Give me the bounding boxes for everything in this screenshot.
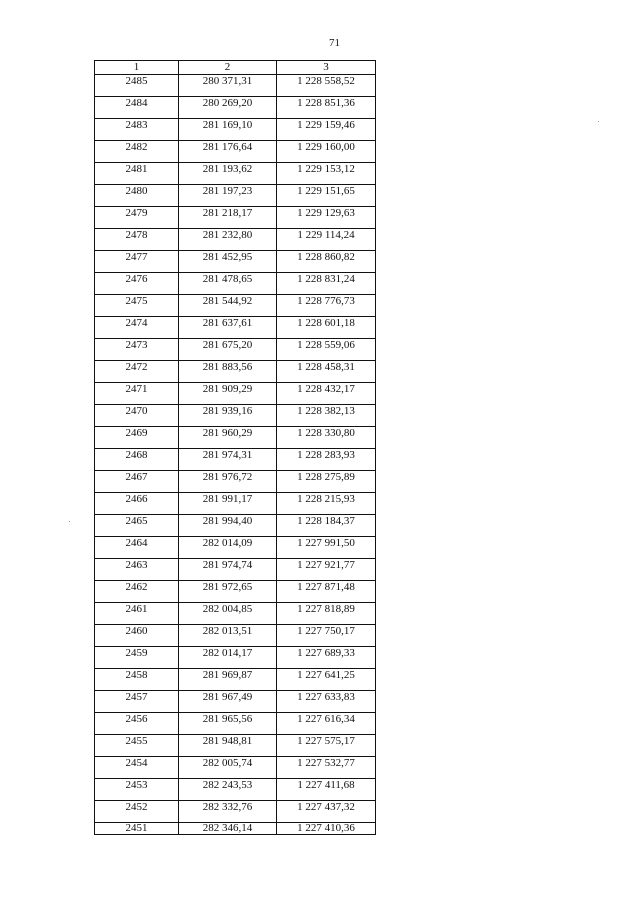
- table-row: [95, 295, 376, 317]
- table-row: [95, 251, 376, 273]
- x-coordinate-cell: 281 218,17: [179, 207, 277, 229]
- point-number-cell: 2451: [95, 823, 179, 835]
- y-coordinate-cell: 1 227 411,68: [277, 779, 376, 801]
- x-coordinate-cell: 281 909,29: [179, 383, 277, 405]
- x-coordinate-cell: 281 967,49: [179, 691, 277, 713]
- point-number-cell: 2480: [95, 185, 179, 207]
- x-coordinate-cell: 281 939,16: [179, 405, 277, 427]
- x-coordinate-cell: 282 004,85: [179, 603, 277, 625]
- table-row: [95, 779, 376, 801]
- x-coordinate-cell: 281 478,65: [179, 273, 277, 295]
- y-coordinate-cell: 1 227 616,34: [277, 713, 376, 735]
- y-coordinate-cell: 1 227 532,77: [277, 757, 376, 779]
- table-row: [95, 383, 376, 405]
- point-number-cell: 2474: [95, 317, 179, 339]
- y-coordinate-cell: 1 229 159,46: [277, 119, 376, 141]
- y-coordinate-cell: 1 228 776,73: [277, 295, 376, 317]
- table-row: [95, 603, 376, 625]
- point-number-cell: 2467: [95, 471, 179, 493]
- x-coordinate-cell: 281 948,81: [179, 735, 277, 757]
- table-row: [95, 75, 376, 97]
- table-row: [95, 339, 376, 361]
- table-row: [95, 647, 376, 669]
- point-number-cell: 2456: [95, 713, 179, 735]
- y-coordinate-cell: 1 228 330,80: [277, 427, 376, 449]
- column-header-1: 1: [95, 61, 179, 75]
- table-row: [95, 493, 376, 515]
- column-header-2: 2: [179, 61, 277, 75]
- point-number-cell: 2484: [95, 97, 179, 119]
- table-row: [95, 691, 376, 713]
- table-row: [95, 163, 376, 185]
- x-coordinate-cell: 281 883,56: [179, 361, 277, 383]
- column-header-3: 3: [277, 61, 376, 75]
- x-coordinate-cell: 281 994,40: [179, 515, 277, 537]
- point-number-cell: 2452: [95, 801, 179, 823]
- y-coordinate-cell: 1 227 818,89: [277, 603, 376, 625]
- y-coordinate-cell: 1 229 153,12: [277, 163, 376, 185]
- table-row: [95, 97, 376, 119]
- y-coordinate-cell: 1 227 641,25: [277, 669, 376, 691]
- header-row: [95, 61, 376, 75]
- table-header: [95, 61, 376, 75]
- point-number-cell: 2482: [95, 141, 179, 163]
- x-coordinate-cell: 281 637,61: [179, 317, 277, 339]
- y-coordinate-cell: 1 228 558,52: [277, 75, 376, 97]
- x-coordinate-cell: 282 005,74: [179, 757, 277, 779]
- point-number-cell: 2460: [95, 625, 179, 647]
- point-number-cell: 2453: [95, 779, 179, 801]
- scan-speck: [69, 521, 70, 522]
- x-coordinate-cell: 281 197,23: [179, 185, 277, 207]
- y-coordinate-cell: 1 227 575,17: [277, 735, 376, 757]
- table-row: [95, 625, 376, 647]
- x-coordinate-cell: 280 269,20: [179, 97, 277, 119]
- x-coordinate-cell: 281 544,92: [179, 295, 277, 317]
- point-number-cell: 2469: [95, 427, 179, 449]
- y-coordinate-cell: 1 227 410,36: [277, 823, 376, 835]
- x-coordinate-cell: 282 014,17: [179, 647, 277, 669]
- y-coordinate-cell: 1 228 860,82: [277, 251, 376, 273]
- x-coordinate-cell: 282 014,09: [179, 537, 277, 559]
- table-row: [95, 669, 376, 691]
- point-number-cell: 2473: [95, 339, 179, 361]
- y-coordinate-cell: 1 227 689,33: [277, 647, 376, 669]
- point-number-cell: 2476: [95, 273, 179, 295]
- page-number: 71: [329, 37, 340, 49]
- y-coordinate-cell: 1 229 129,63: [277, 207, 376, 229]
- x-coordinate-cell: 282 346,14: [179, 823, 277, 835]
- y-coordinate-cell: 1 227 750,17: [277, 625, 376, 647]
- point-number-cell: 2483: [95, 119, 179, 141]
- table-row: [95, 735, 376, 757]
- point-number-cell: 2478: [95, 229, 179, 251]
- y-coordinate-cell: 1 227 871,48: [277, 581, 376, 603]
- table-row: [95, 757, 376, 779]
- y-coordinate-cell: 1 228 851,36: [277, 97, 376, 119]
- y-coordinate-cell: 1 227 633,83: [277, 691, 376, 713]
- table-row: [95, 141, 376, 163]
- table-row: [95, 801, 376, 823]
- point-number-cell: 2472: [95, 361, 179, 383]
- x-coordinate-cell: 281 969,87: [179, 669, 277, 691]
- point-number-cell: 2463: [95, 559, 179, 581]
- y-coordinate-cell: 1 228 215,93: [277, 493, 376, 515]
- table-row: [95, 119, 376, 141]
- table-row: [95, 537, 376, 559]
- point-number-cell: 2464: [95, 537, 179, 559]
- table-row: [95, 581, 376, 603]
- y-coordinate-cell: 1 228 275,89: [277, 471, 376, 493]
- point-number-cell: 2475: [95, 295, 179, 317]
- x-coordinate-cell: 281 974,74: [179, 559, 277, 581]
- y-coordinate-cell: 1 227 921,77: [277, 559, 376, 581]
- point-number-cell: 2470: [95, 405, 179, 427]
- point-number-cell: 2458: [95, 669, 179, 691]
- point-number-cell: 2485: [95, 75, 179, 97]
- y-coordinate-cell: 1 227 991,50: [277, 537, 376, 559]
- x-coordinate-cell: 281 232,80: [179, 229, 277, 251]
- x-coordinate-cell: 281 176,64: [179, 141, 277, 163]
- y-coordinate-cell: 1 228 458,31: [277, 361, 376, 383]
- point-number-cell: 2461: [95, 603, 179, 625]
- y-coordinate-cell: 1 227 437,32: [277, 801, 376, 823]
- x-coordinate-cell: 281 972,65: [179, 581, 277, 603]
- x-coordinate-cell: 281 675,20: [179, 339, 277, 361]
- table-row: [95, 427, 376, 449]
- point-number-cell: 2471: [95, 383, 179, 405]
- table-row: [95, 471, 376, 493]
- x-coordinate-cell: 281 974,31: [179, 449, 277, 471]
- table-row: [95, 273, 376, 295]
- point-number-cell: 2477: [95, 251, 179, 273]
- y-coordinate-cell: 1 228 382,13: [277, 405, 376, 427]
- x-coordinate-cell: 282 243,53: [179, 779, 277, 801]
- table-row: [95, 207, 376, 229]
- table-row: [95, 229, 376, 251]
- table-row: [95, 515, 376, 537]
- point-number-cell: 2462: [95, 581, 179, 603]
- point-number-cell: 2466: [95, 493, 179, 515]
- y-coordinate-cell: 1 228 184,37: [277, 515, 376, 537]
- y-coordinate-cell: 1 228 559,06: [277, 339, 376, 361]
- y-coordinate-cell: 1 228 432,17: [277, 383, 376, 405]
- point-number-cell: 2459: [95, 647, 179, 669]
- x-coordinate-cell: 281 965,56: [179, 713, 277, 735]
- x-coordinate-cell: 281 960,29: [179, 427, 277, 449]
- point-number-cell: 2457: [95, 691, 179, 713]
- y-coordinate-cell: 1 228 283,93: [277, 449, 376, 471]
- y-coordinate-cell: 1 229 151,65: [277, 185, 376, 207]
- y-coordinate-cell: 1 228 601,18: [277, 317, 376, 339]
- table-row: [95, 317, 376, 339]
- table-row: [95, 823, 376, 835]
- point-number-cell: 2455: [95, 735, 179, 757]
- point-number-cell: 2479: [95, 207, 179, 229]
- x-coordinate-cell: 282 013,51: [179, 625, 277, 647]
- table-row: [95, 713, 376, 735]
- y-coordinate-cell: 1 229 114,24: [277, 229, 376, 251]
- table-row: [95, 361, 376, 383]
- x-coordinate-cell: 281 193,62: [179, 163, 277, 185]
- point-number-cell: 2465: [95, 515, 179, 537]
- table-row: [95, 185, 376, 207]
- y-coordinate-cell: 1 229 160,00: [277, 141, 376, 163]
- x-coordinate-cell: 281 976,72: [179, 471, 277, 493]
- table-row: [95, 405, 376, 427]
- coordinates-table: [94, 60, 376, 835]
- scan-speck: [598, 121, 599, 122]
- x-coordinate-cell: 280 371,31: [179, 75, 277, 97]
- table-row: [95, 559, 376, 581]
- x-coordinate-cell: 281 991,17: [179, 493, 277, 515]
- x-coordinate-cell: 281 452,95: [179, 251, 277, 273]
- x-coordinate-cell: 282 332,76: [179, 801, 277, 823]
- table-row: [95, 449, 376, 471]
- point-number-cell: 2454: [95, 757, 179, 779]
- point-number-cell: 2468: [95, 449, 179, 471]
- y-coordinate-cell: 1 228 831,24: [277, 273, 376, 295]
- x-coordinate-cell: 281 169,10: [179, 119, 277, 141]
- point-number-cell: 2481: [95, 163, 179, 185]
- table-body: [95, 75, 376, 835]
